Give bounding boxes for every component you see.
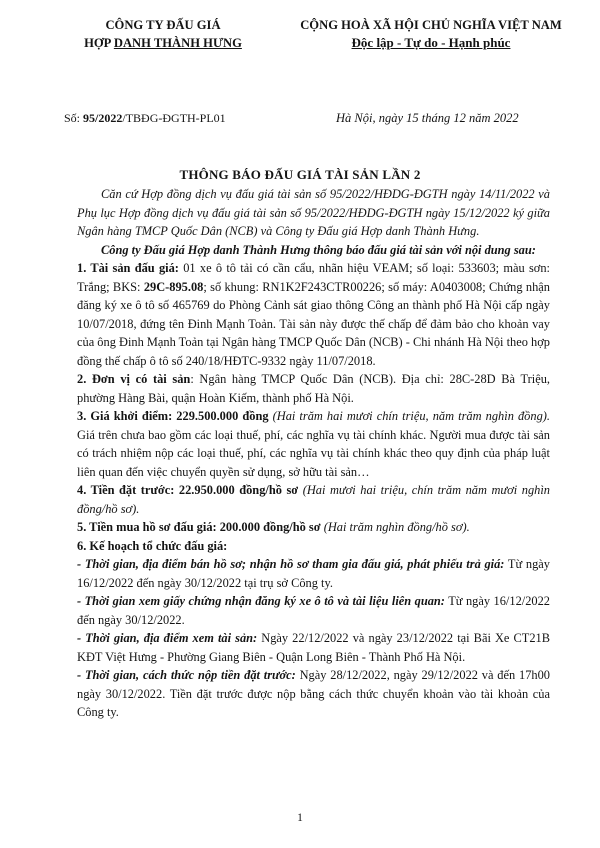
section-6-item [77, 666, 550, 722]
section-1-text-a: 01 xe ô tô tải có cần cẩu, nhãn hiệu VEAM; số loại: 533603; màu sơn: Trắng; BKS: [77, 261, 550, 294]
document-date: Hà Nội, ngày 15 tháng 12 năm 2022 [336, 111, 519, 125]
section-5 [77, 518, 550, 537]
national-header [278, 16, 584, 52]
page-number: 1 [297, 812, 303, 824]
section-6-item [77, 555, 550, 592]
section-1-text-b: ; số khung: RN1K2F243CTR00226; số máy: A0403008; Chứng nhận đăng ký xe ô tô số 465769 do Phòng Cảnh sát giao thông Công an thành phố Hà Nội cấp ngày 10/07/2018, đứng tên Đinh Mạnh Toản. Tài sản này được thế chấp để đảm bảo cho khoản vay của ông Đinh Mạnh Toản tại Ngân hàng TMCP Quốc Dân (NCB) - Chi nhánh Hà Nội theo hợp đồng thế chấp ô tô số 240/18/HĐTC-9332 ngày 11/07/2018. [77, 279, 550, 368]
section-3-italic: (Hai trăm hai mươi chín triệu, năm trăm nghìn đồng). [268, 409, 550, 423]
section-6-item-text: Ngày 28/12/2022, ngày 29/12/2022 và đến 17h00 ngày 30/12/2022. Tiền đặt trước được nộp bằng cách thức chuyển khoản vào tài khoản của Công ty. [77, 668, 550, 719]
document-title: THÔNG BÁO ĐẤU GIÁ TÀI SẢN LẦN 2 [179, 167, 421, 182]
reference-number [64, 111, 226, 126]
section-1 [77, 259, 550, 370]
section-6-item-label: - Thời gian, cách thức nộp tiền đặt trước: [77, 668, 296, 682]
section-1-label: 1. Tài sản đấu giá: [77, 261, 179, 275]
company-name-prefix: HỢP [84, 36, 114, 50]
section-5-label: 5. Tiền mua hồ sơ đấu giá: 200.000 đồng/hồ sơ [77, 520, 321, 534]
nation-motto: Độc lập - Tự do - Hạnh phúc [351, 35, 511, 50]
nation-title: CỘNG HOÀ XÃ HỘI CHỦ NGHĨA VIỆT NAM [300, 18, 562, 32]
ref-suffix: /TBĐG-ĐGTH-PL01 [122, 111, 226, 125]
section-2-text: : Ngân hàng TMCP Quốc Dân (NCB). Địa chỉ: 28C-28D Bà Triệu, phường Hàng Bài, quận Hoàn Kiếm, thành phố Hà Nội. [77, 372, 550, 405]
document-body [77, 185, 550, 722]
section-6-item [77, 629, 550, 666]
ref-number: 95/2022 [83, 111, 123, 125]
company-name-line2 [52, 34, 274, 52]
section-6-item [77, 592, 550, 629]
section-2-label: 2. Đơn vị có tài sản [77, 372, 191, 386]
section-3-text: Giá trên chưa bao gồm các loại thuế, phí, các nghĩa vụ tài chính khác. Người mua được tài sản có trách nhiệm nộp các loại thuế, phí, các nghĩa vụ tài chính khác theo quy định của pháp luật liên quan đến việc chuyển quyền sử dụng, sở hữu tài sản… [77, 427, 550, 479]
section-4 [77, 481, 550, 518]
section-6-item-label: - Thời gian xem giấy chứng nhận đăng ký xe ô tô và tài liệu liên quan: [77, 594, 445, 608]
intro: Công ty Đấu giá Hợp danh Thành Hưng thông báo đấu giá tài sản với nội dung sau: [101, 242, 536, 257]
company-name-line1: CÔNG TY ĐẤU GIÁ [105, 18, 221, 32]
company-name-underlined: DANH THÀNH HƯNG [113, 36, 242, 50]
section-4-label: 4. Tiền đặt trước: 22.950.000 đồng/hồ sơ [77, 483, 299, 497]
license-plate: 29C-895.08 [143, 279, 204, 294]
section-6-item-label: - Thời gian, địa điểm bán hồ sơ; nhận hồ sơ tham gia đấu giá, phát phiếu trả giá: [77, 557, 505, 571]
section-6-item-text: Từ ngày 16/12/2022 đến ngày 30/12/2022 tại trụ sở Công ty. [77, 557, 550, 590]
section-6-item-label: - Thời gian, địa điểm xem tài sản: [77, 631, 258, 645]
section-4-italic: (Hai mươi hai triệu, chín trăm năm mươi nghìn đồng/hồ sơ). [77, 483, 550, 516]
section-3 [77, 407, 550, 481]
section-3-label: 3. Giá khởi điểm: 229.500.000 đồng [77, 409, 269, 423]
section-6-item-text: Ngày 22/12/2022 và ngày 23/12/2022 tại Bãi Xe CT21B KĐT Việt Hưng - Phường Giang Biên - Quận Long Biên - Thành Phố Hà Nội. [77, 631, 550, 664]
company-header [52, 16, 274, 52]
section-6-label: 6. Kế hoạch tổ chức đấu giá: [77, 538, 228, 553]
preamble: Căn cứ Hợp đồng dịch vụ đấu giá tài sản số 95/2022/HĐDG-ĐGTH ngày 14/11/2022 và Phụ lục Hợp đồng dịch vụ đấu giá tài sản số 95/2022/HĐDG-ĐGTH ngày 15/12/2022 ký giữa Ngân hàng TMCP Quốc Dân (NCB) và Công ty Đấu giá Hợp danh Thành Hưng. [77, 187, 550, 238]
section-5-italic: (Hai trăm nghìn đồng/hồ sơ). [320, 520, 470, 534]
ref-prefix: Số: [64, 111, 84, 125]
section-6-item-text: Từ ngày 16/12/2022 đến ngày 30/12/2022. [77, 594, 550, 627]
section-2 [77, 370, 550, 407]
